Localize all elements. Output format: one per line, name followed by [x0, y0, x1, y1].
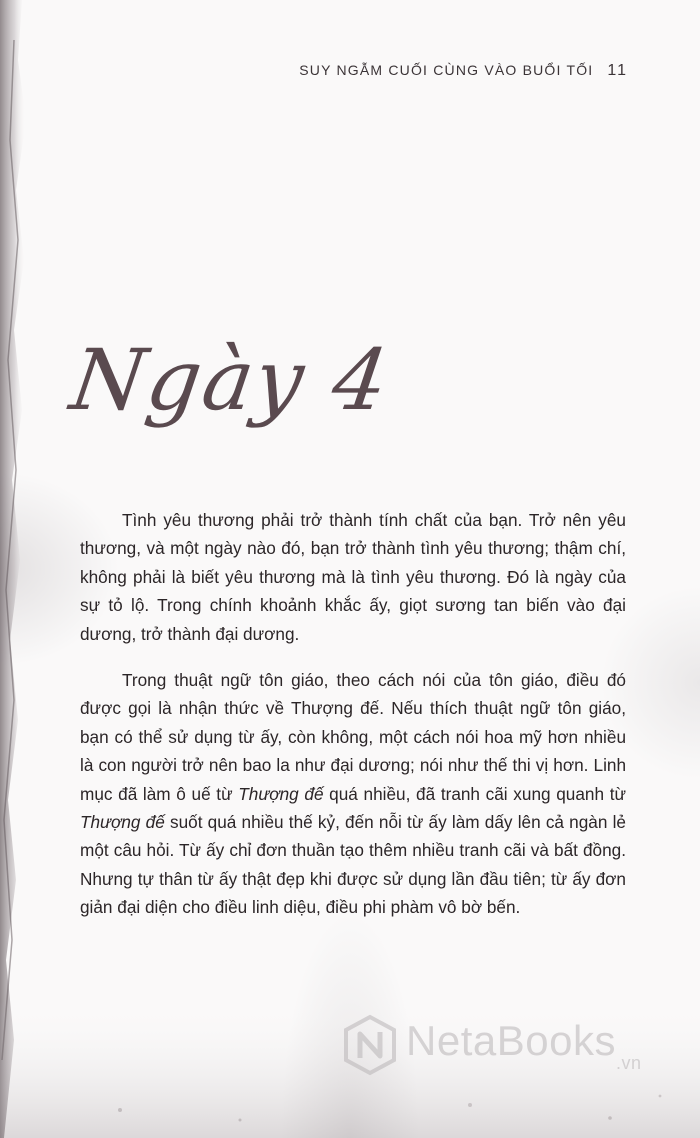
page-edge-wear	[0, 0, 44, 1138]
watermark-text	[406, 1017, 641, 1074]
paragraph-2-part-3: suốt quá nhiều thế kỷ, đến nỗi từ ấy làm dấy lên cả ngàn lẻ một câu hỏi. Từ ấy chỉ đơn thuần tạo thêm nhiều tranh cãi và bất đồng. Nhưng tự thân từ ấy thật đẹp khi được sử dụng lần đầu tiên; từ ấy đơn giản đại diện cho điều linh diệu, điều phi phàm vô bờ bến.	[80, 812, 626, 918]
paragraph-2-part-2: quá nhiều, đã tranh cãi xung quanh từ	[323, 783, 626, 804]
running-header	[299, 62, 628, 80]
watermark	[342, 1014, 641, 1076]
chapter-title: Ngày 4	[65, 331, 396, 429]
paragraph-1: Tình yêu thương phải trở thành tính chất của bạn. Trở nên yêu thương, và một ngày nào đó, bạn trở thành tình yêu thương; thậm chí, không phải là biết yêu thương mà là tình yêu thương. Đó là ngày của sự tỏ lộ. Trong chính khoảnh khắc ấy, giọt sương tan biến vào đại dương, trở thành đại dương.	[80, 510, 626, 644]
watermark-brand: NetaBooks	[406, 1016, 616, 1064]
page-number: 11	[607, 62, 628, 79]
paragraph-2-part-1: Trong thuật ngữ tôn giáo, theo cách nói của tôn giáo, điều đó được gọi là nhận thức về Thượng đế. Nếu thích thuật ngữ tôn giáo, bạn có thể sử dụng từ ấy, còn không, một cách nói hoa mỹ hơn nhiều là con người trở nên bao la như đại dương; nói như thế thi vị hơn. Linh mục đã làm ô uế từ	[80, 670, 626, 804]
emphasis-word: Thượng đế	[238, 783, 324, 804]
running-title: SUY NGẪM CUỐI CÙNG VÀO BUỔI TỐI	[299, 62, 594, 78]
paragraph-2	[80, 666, 626, 922]
hexagon-logo-icon	[342, 1014, 398, 1076]
watermark-suffix: .vn	[615, 1052, 642, 1073]
body-text	[80, 506, 626, 940]
emphasis-word: Thượng đế	[80, 812, 165, 833]
